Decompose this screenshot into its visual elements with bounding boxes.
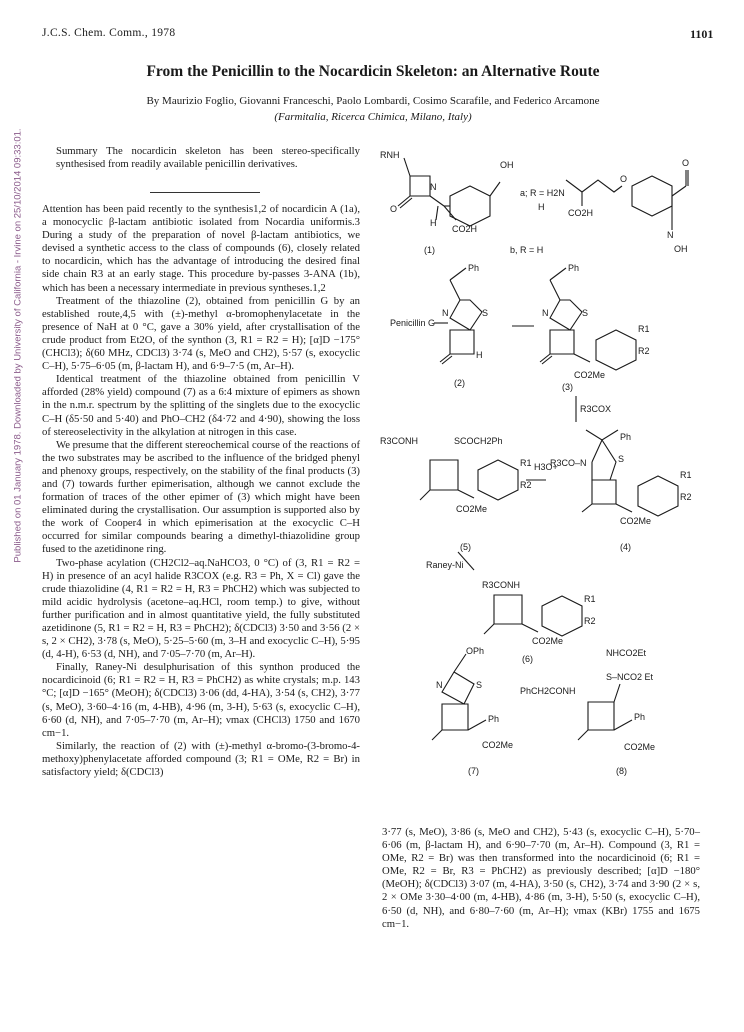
ph-label: Ph <box>620 432 632 442</box>
summary-text: Summary The nocardicin skeleton has been stereo-specifically synthesised from readily available penicillin derivatives. <box>56 145 360 171</box>
co2me-label: CO2Me <box>574 370 606 380</box>
ph-label: Ph <box>488 714 500 724</box>
co2h-label: CO2H <box>452 224 478 234</box>
paragraph: Finally, Raney-Ni desulphurisation of this synthon produced the nocardicinoid (6; R1 = R2 = H, R3 = PhCH2) as white crystals; m.p. 143 °C; [α]D −165° (MeOH); δ(CDCl3) 3·06 (dd, 4-HA), 3·54 (s, CH2), 3·77 (s, MeO), 3·60–4·16 (m, 4-HB), 4·96 (m, 3-H), 5·63 (s, exocyclic C–H), 6·60 (d, NH), and 7·05–7·70 (m, Ar–H); νmax (CHCl3) 1750 and 1670 cm−1. <box>42 661 360 739</box>
s-label: S <box>582 308 589 318</box>
co2h-label: CO2H <box>568 208 594 218</box>
paragraph: Identical treatment of the thiazoline obtained from penicillin V afforded (28% yield) compound (7) as a 6:4 mixture of epimers as shown in the n.m.r. spectrum by the splitting of the singlets due to the exocyclic C–H (δ5·50 and 5·40) and PhO–CH2 (δ4·72 and 4·90), showing the loss of stereoselectivity in the alkylation at nitrogen in this case. <box>42 373 360 438</box>
right-column <box>382 826 700 931</box>
summary-block <box>42 145 360 171</box>
compound-5-structure <box>420 460 518 500</box>
rnh-label: RNH <box>380 150 400 160</box>
paragraph: We presume that the different stereochemical course of the reactions of the two substrates may be ascribed to the influence of the bridged phenyl and phenoxy groups, respectively, on the stability of the final products (3) and (7) towards further epimerisation, although we cannot exclude the formation of traces of the other epimer of (3) which might have been eliminated during the crystallisation. Our assumption is supported also by the work of Cooper4 in which epimerisation at the exocyclic C–H occurred for similar compounds bearing a dimethyl-thiazolidine group fused to the azetidinone ring. <box>42 438 360 556</box>
n-label: N <box>442 308 449 318</box>
compound-4-structure <box>582 430 678 516</box>
page-number: 1101 <box>690 27 714 41</box>
s-label: S <box>476 680 483 690</box>
compound-8-label: (8) <box>616 766 627 776</box>
left-column <box>42 203 360 779</box>
paragraph: Similarly, the reaction of (2) with (±)-methyl α-bromo-(3-bromo-4-methoxy)phenylacetate afforded compound (3; R1 = OMe, R2 = Br) in satisfactory yield; δ(CDCl3) <box>42 739 360 779</box>
r2-label: R2 <box>584 616 596 626</box>
compound-2-label: (2) <box>454 378 465 388</box>
co2me-label: CO2Me <box>456 504 488 514</box>
h-label: H <box>430 218 437 228</box>
compound-7-label: (7) <box>468 766 479 776</box>
r3cox-label: R3COX <box>580 404 612 414</box>
r3con-label: R3CO–N <box>550 458 587 468</box>
r2-label: R2 <box>680 492 692 502</box>
raney-label: Raney-Ni <box>426 560 464 570</box>
affiliation: (Farmitalia, Ricerca Chimica, Milano, Italy) <box>274 111 472 123</box>
h3o-label: H3O+ <box>534 462 558 472</box>
compound-6-label: (6) <box>522 654 533 664</box>
oxime-oh-label: OH <box>674 244 688 254</box>
compound-7-structure <box>432 654 486 740</box>
co2me-label: CO2Me <box>532 636 564 646</box>
paragraph: Attention has been paid recently to the synthesis1,2 of nocardicin A (1a), a monocyclic β-lactam antibiotic isolated from Nocardia uniformis.3 During a study of the preparation of novel β-lactam antibiotics, we devised a synthetic access to the class of compounds (6), closely related to nocardicin, which has the advantage of introducing the desired final side chain R3 at an early stage. This procedure by-passes 3-ANA (1b), which has been a necessary intermediate in previous syntheses.1,2 <box>42 203 360 294</box>
co2me-label: CO2Me <box>482 740 514 750</box>
compound-8-structure <box>578 684 632 740</box>
h-label: H <box>538 202 545 212</box>
s-nco2et-label: S–NCO2 Et <box>606 672 654 682</box>
reaction-scheme <box>370 140 740 820</box>
r3conh-label: R3CONH <box>380 436 419 446</box>
compound-1-structure <box>398 158 500 226</box>
side-chain-a-label: a; R = H2N <box>520 188 565 198</box>
compound-4-label: (4) <box>620 542 631 552</box>
ph-label: Ph <box>468 263 480 273</box>
h-label: H <box>476 350 483 360</box>
n-label: N <box>542 308 549 318</box>
side-chain-b-label: b, R = H <box>510 245 544 255</box>
r1-label: R1 <box>680 470 692 480</box>
r2-label: R2 <box>638 346 650 356</box>
compound-5-label: (5) <box>460 542 471 552</box>
scoch2ph-label: SCOCH2Ph <box>454 436 503 446</box>
article-title: From the Penicillin to the Nocardicin Skeleton: an Alternative Route <box>146 63 600 80</box>
section-divider <box>150 192 260 193</box>
oh-label: OH <box>500 160 514 170</box>
compound-3-structure <box>540 268 636 370</box>
compound-1-label: (1) <box>424 245 435 255</box>
r1-label: R1 <box>520 458 532 468</box>
compound-3-label: (3) <box>562 382 573 392</box>
r2-label: R2 <box>520 480 532 490</box>
journal-header: J.C.S. Chem. Comm., 1978 <box>42 27 176 39</box>
oph-label: OPh <box>466 646 485 656</box>
r1-label: R1 <box>638 324 650 334</box>
o-label: O <box>390 204 398 214</box>
penicillin-g-label: Penicillin G <box>390 318 436 328</box>
n-label: N <box>430 182 437 192</box>
oxime-n-label: N <box>667 230 674 240</box>
o-label: O <box>620 174 628 184</box>
r3conh-label: R3CONH <box>482 580 521 590</box>
o-label: O <box>682 158 690 168</box>
paragraph: 3·77 (s, MeO), 3·86 (s, MeO and CH2), 5·43 (s, exocyclic C–H), 5·70–6·06 (m, β-lactam H), and 6·90–7·70 (m, Ar–H). Compound (3, R1 = OMe, R2 = Br) was then transformed into the nocardicinoid (6; R1 = OMe, R2 = Br, R3 = PhCH2) as previously described; [α]D −180° (MeOH); δ(CDCl3) 3·07 (m, 4-HA), 3·50 (s, CH2), 3·74 and 3·90 (2 × s, 2 × OMe 3·30–4·00 (m, 4-HB), 4·86 (m, 3-H), 5·50 (s, exocyclic C–H), 6·50 (d, NH), and 6·80–7·60 (m, Ar–H); νmax (KBr) 1755 and 1675 cm−1. <box>382 826 700 930</box>
co2me-label: CO2Me <box>624 742 656 752</box>
s-label: S <box>618 454 625 464</box>
phch2conh-label: PhCH2CONH <box>520 686 576 696</box>
paragraph: Treatment of the thiazoline (2), obtained from penicillin G by an established route,4,5 with (±)-methyl α-bromophenylacetate in the presence of NaH at 0 °C, gave a 30% yield, after crystallisation of the crude product from Et2O, of the synthon (3, R1 = R2 = H); [α]D −175° (CHCl3); δ(60 MHz, CDCl3) 3·74 (s, MeO and CH2), 5·57 (s, exocyclic C–H), 5·75–6·05 (m, β-lactam H), and 6·9–7·5 (m, Ar–H). <box>42 294 360 373</box>
ph-label: Ph <box>634 712 646 722</box>
compound-6-structure <box>484 595 582 636</box>
download-notice: Published on 01 January 1978. Downloaded by University of California - Irvine on 25/10/2014 09:33:01. <box>12 128 24 563</box>
author-list: By Maurizio Foglio, Giovanni Franceschi, Paolo Lombardi, Cosimo Scarafile, and Federico Arcamone <box>146 95 600 107</box>
nhco2et-label: NHCO2Et <box>606 648 647 658</box>
s-label: S <box>482 308 489 318</box>
co2me-label: CO2Me <box>620 516 652 526</box>
r1-label: R1 <box>584 594 596 604</box>
paragraph: Two-phase acylation (CH2Cl2–aq.NaHCO3, 0 °C) of (3, R1 = R2 = H) in presence of an acyl halide R3COX (e.g. R3 = Ph, X = Cl) gave the crude thiazolidine (4, R1 = R2 = H, R3 = PhCH2) which was subjected to mild acidic hydrolysis (acetone–aq.HCl, room temp.) to give, without further purification and in almost quantitative yield, the fully substituted azetidinone (5, R1 = R2 = H, R3 = PhCH2); δ(CDCl3) 3·50 and 3·56 (2 × s, 2 × CH2), 3·78 (s, MeO), 5·25–5·60 (m, 3–H and exocyclic C–H), 5·95 (d, 4-H), 6·53 (d, NH), and 7·05–7·70 (m, Ar–H). <box>42 556 360 661</box>
n-label: N <box>436 680 443 690</box>
ph-label: Ph <box>568 263 580 273</box>
